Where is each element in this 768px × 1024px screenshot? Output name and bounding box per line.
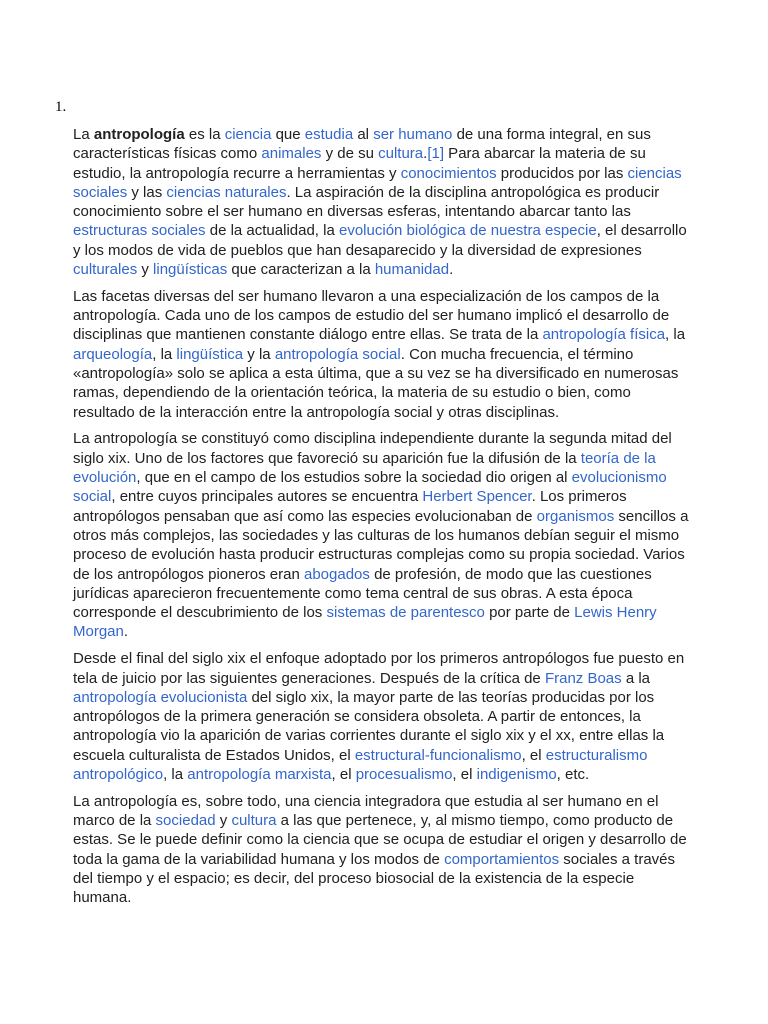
wiki-link[interactable]: indigenismo <box>476 766 557 783</box>
article-body <box>73 125 693 915</box>
text-run: y de su <box>321 145 379 163</box>
text-run: de una forma integral, en sus características físicas como <box>73 126 651 163</box>
text-run: y <box>137 261 154 279</box>
text-run: que <box>271 126 305 143</box>
text-run: , el <box>452 766 477 783</box>
wiki-link[interactable]: humanidad <box>374 261 450 279</box>
text-run: es la <box>184 126 225 143</box>
text-run: producidos por las <box>496 164 628 182</box>
text-run: a la <box>621 669 651 687</box>
text-run: . <box>123 623 129 641</box>
wiki-link[interactable]: ciencias sociales <box>73 164 682 201</box>
text-run: La <box>73 126 94 143</box>
text-run: . <box>423 145 428 163</box>
list-marker: 1. <box>55 99 67 115</box>
wiki-link[interactable]: [1] <box>427 145 445 163</box>
wiki-link[interactable]: lingüísticas <box>153 261 228 279</box>
wiki-link[interactable]: sociedad <box>155 812 216 830</box>
bold-term: antropología <box>93 126 185 143</box>
wiki-link[interactable]: estructuralismo antropológico <box>73 746 648 783</box>
text-run: . Con mucha frecuencia, el término «antropología» solo se aplica a esta última, que a su vez se ha diversificado en numerosas ramas, dependiendo de la orientación teórica, la materia de su estudio o bien, como resultado de la interacción entre la antropología social y otras disciplinas. <box>73 345 679 421</box>
wiki-link[interactable]: cultura <box>378 145 424 163</box>
wiki-link[interactable]: abogados <box>304 565 370 583</box>
text-run: de profesión, de modo que las cuestiones jurídicas aparecieron frecuentemente como tema central de sus obras. A esta época corresponde el descubrimiento de los <box>73 565 652 622</box>
text-run: , que en el campo de los estudios sobre la sociedad dio origen al <box>136 469 572 487</box>
paragraph-1 <box>73 125 693 279</box>
paragraph-4 <box>73 649 693 784</box>
text-run: del siglo xix, la mayor parte de las teorías producidas por los antropólogos de la primera generación se considera obsoleta. A partir de entonces, la antropología vio la aparición de varias corrientes durante el siglo xix y el xx, entre ellas la escuela culturalista de Estados Unidos, el <box>73 688 665 764</box>
wiki-link[interactable]: estructural-funcionalismo <box>354 746 522 764</box>
text-run: , la <box>665 326 686 344</box>
text-run: , la <box>163 766 188 783</box>
wiki-link[interactable]: evolución biológica de nuestra especie <box>339 222 597 240</box>
text-run: sencillos a otros más complejos, las sociedades y las culturas de los humanos debían seguir el mismo proceso de evolución hasta producir estructuras complejas como su propia sociedad. Varios de los antropólogos pioneros eran <box>73 507 689 583</box>
wiki-link[interactable]: teoría de la evolución <box>73 449 656 487</box>
wiki-link[interactable]: arqueología <box>73 345 153 363</box>
wiki-link[interactable]: antropología física <box>542 326 666 344</box>
wiki-link[interactable]: conocimientos <box>400 164 497 182</box>
text-run: Las facetas diversas del ser humano llevaron a una especialización de los campos de la antropología. Cada uno de los campos de estudio del ser humano implicó el desarrollo de disciplinas que mantienen constante diálogo entre ellas. Se trata de la <box>73 287 670 344</box>
text-run: y las <box>127 183 167 201</box>
text-run: al <box>353 126 374 143</box>
text-run: que caracterizan a la <box>227 261 375 279</box>
text-run: La antropología es, sobre todo, una ciencia integradora que estudia al ser humano en el marco de la <box>73 792 659 830</box>
paragraph-2 <box>73 287 693 422</box>
text-run: . La aspiración de la disciplina antropológica es producir conocimiento sobre el ser humano en diversas esferas, intentando abarcar tanto las <box>73 183 660 221</box>
text-run: y <box>215 812 232 830</box>
paragraph-5 <box>73 792 693 908</box>
wiki-link[interactable]: antropología evolucionista <box>73 688 248 706</box>
text-run: Desde el final del siglo xix el enfoque adoptado por los primeros antropólogos fue puesto en tela de juicio por las siguientes generaciones. Después de la crítica de <box>73 650 685 687</box>
wiki-link[interactable]: animales <box>261 145 322 163</box>
wiki-link[interactable]: comportamientos <box>444 850 560 868</box>
wiki-link[interactable]: estructuras sociales <box>73 222 206 240</box>
text-run: y la <box>243 345 275 363</box>
wiki-link[interactable]: antropología marxista <box>187 766 332 783</box>
wiki-link[interactable]: antropología social <box>274 345 401 363</box>
wiki-link[interactable]: lingüística <box>176 345 244 363</box>
wiki-link[interactable]: Lewis Henry Morgan <box>73 604 657 641</box>
wiki-link[interactable]: estudia <box>304 126 354 143</box>
wiki-link[interactable]: evolucionismo social <box>73 469 667 506</box>
text-run: a las que pertenece, y, al mismo tiempo, como producto de estas. Se le puede definir como la ciencia que se ocupa de estudiar el origen y desarrollo de toda la gama de la variabilidad humana y los modos de <box>73 812 687 868</box>
text-run: , el desarrollo y los modos de vida de pueblos que han desaparecido y la diversidad de expresiones <box>73 222 687 259</box>
text-run: , la <box>152 345 177 363</box>
wiki-link[interactable]: culturales <box>73 261 138 279</box>
wiki-link[interactable]: organismos <box>536 507 615 525</box>
text-run: por parte de <box>484 604 575 622</box>
paragraph-3 <box>73 429 693 641</box>
wiki-link[interactable]: procesualismo <box>355 766 453 783</box>
text-run: . Los primeros antropólogos pensaban que así como las especies evolucionaban de <box>73 488 627 525</box>
text-run: , entre cuyos principales autores se encuentra <box>111 488 423 506</box>
text-run: , el <box>521 746 546 764</box>
wiki-link[interactable]: ser humano <box>373 126 453 143</box>
text-run: . <box>449 261 454 279</box>
wiki-link[interactable]: sistemas de parentesco <box>326 604 485 622</box>
text-run: , el <box>331 766 356 783</box>
text-run: , etc. <box>556 766 590 783</box>
text-run: Para abarcar la materia de su estudio, la antropología recurre a herramientas y <box>73 145 646 182</box>
wiki-link[interactable]: ciencias naturales <box>166 183 287 201</box>
wiki-link[interactable]: ciencia <box>224 126 272 143</box>
text-run: La antropología se constituyó como disciplina independiente durante la segunda mitad del siglo xix. Uno de los factores que favoreció su aparición fue la difusión de la <box>73 430 672 467</box>
text-run: de la actualidad, la <box>205 222 339 240</box>
text-run: sociales a través del tiempo y el espacio; es decir, del proceso biosocial de la existencia de la especie humana. <box>73 850 676 907</box>
wiki-link[interactable]: cultura <box>231 812 277 830</box>
wiki-link[interactable]: Franz Boas <box>544 669 622 687</box>
wiki-link[interactable]: Herbert Spencer <box>422 488 532 506</box>
